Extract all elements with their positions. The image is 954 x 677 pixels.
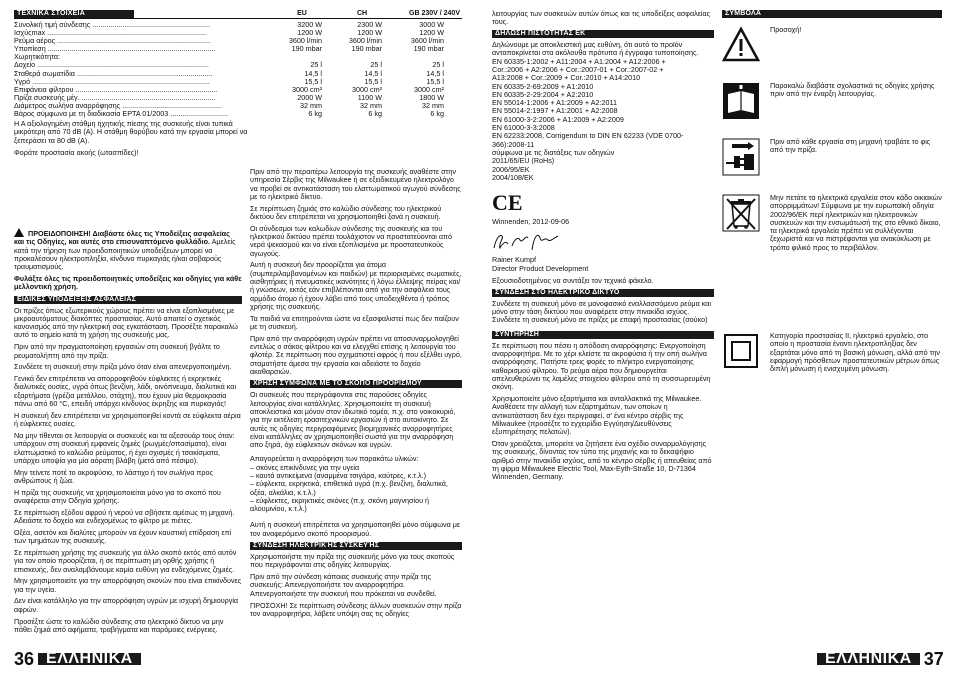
conn-paragraph: Πριν από την σύνδεση κάποιας συσκευής στην πρίζα της συσκευής: Απενεργοποιήστε τον αναρροφητήρα. Απενεργοποιήστε την συσκευή που πρόκειται να συνδεθεί. bbox=[250, 572, 437, 598]
safety-paragraph: Οξέα, ασετόν και διαλύτες μπορούν να έχουν καυστική επίδραση επί των τμημάτων της συσκευής. bbox=[14, 527, 232, 546]
col-ch: CH bbox=[356, 10, 368, 17]
unplug-icon bbox=[722, 138, 760, 176]
decl-header: ΔΗΛΩΣΗ ΠΙΣΤΟΤΗΤΑΣ ΕΚ bbox=[492, 30, 714, 38]
standard-item: EN 62233:2008, Corrigendum to DIN EN 62233 (VDE 0700-366):2008-11 bbox=[492, 131, 684, 149]
spec-row bbox=[14, 61, 462, 69]
symbol-text-weee: Μην πετάτε τα ηλεκτρικά εργαλεία στον κάδο οικιακών απορριμμάτων! Σύμφωνα με την ευρωπαϊκή οδηγία 2002/96/ΕΚ περί ηλεκτρικών και ηλεκτρονικών συσκευών και την ενσωμάτωσή της στο εθνικό δίκαιο, τα ηλεκτρικά εργαλεία πρέπει να συλλέγονται ξεχωριστά και να πιστρέφονται για ανακύκλωση με τρόπο φιλικό προς το περιβάλλον. bbox=[770, 193, 942, 252]
spec-row bbox=[14, 53, 462, 61]
spec-value-ch: 3600 l/min bbox=[348, 37, 382, 46]
spec-value-eu: 190 mbar bbox=[291, 45, 322, 54]
left-column-b bbox=[250, 168, 462, 622]
standard-item: 2011/65/EU (RoHs) bbox=[492, 156, 555, 166]
safety-paragraph: Σε περίπτωση ζημιάς στο καλώδιο σύνδεσης του ηλεκτρικού δικτύου δεν επιτρέπεται να χρησιμοποιηθεί ξανά η συσκευή. bbox=[250, 203, 442, 221]
warning-text: Αμελείς κατά την τήρηση των προειδοποιητικών υποδείξεων μπορεί να προκαλέσουν ηλεκτροπληξία, κίνδυνο πυρκαγιάς ή/και σοβαρούς τραυματισμούς. bbox=[14, 237, 236, 272]
safety-paragraph: Οι σύνδεσμοι των καλωδίων σύνδεσης της συσκευής και του ηλεκτρικού δικτύου πρέπει τουλάχιστον να προστατεύονται από νερά ψεκασμού και να είναι εξοπλισμένα με προστατευτικούς αγωγούς. bbox=[250, 223, 452, 258]
page-language-right: ΕΛΛΗΝΙΚΑ bbox=[817, 653, 920, 665]
decl-text: Δηλώνουμε με αποκλειστική μας ευθύνη, ότι αυτό το προϊόν ανταποκρίνεται στα ακόλουθα πρότυπα ή έγγραφα τυποποίησης. bbox=[492, 40, 699, 58]
spec-value-eu: 3000 cm² bbox=[292, 85, 322, 94]
noise-text: Η Α αξιολογημένη στάθμη ηχητικής πίεσης της συσκευής είναι τυπικά μικρότερη από 70 dB (A). Η στάθμη θορύβου κατά την εργασία μπορεί να ξεπεράσει τα 80 dB (A). bbox=[14, 119, 248, 145]
spec-value-ch: 6 kg bbox=[368, 110, 382, 119]
spec-label: Βάρος σύμφωνα με τη διαδικασία EPTA 01/2003 ............................. bbox=[14, 110, 229, 119]
left-footer bbox=[14, 647, 141, 671]
spec-value-ch bbox=[322, 53, 382, 61]
maint-list bbox=[492, 342, 714, 482]
spec-value-ch: 1200 W bbox=[357, 29, 382, 38]
safety-paragraph: Αυτή η συσκευή δεν προορίζεται για άτομα (συμπεριλαμβανομένων και παιδιών) με περιορισμένες σωματικές, αισθητήριες ή πνευματικές ικανότητες ή λόγω έλλειψης πείρας και/ή γνώσεων, εκτός εάν επιβλέπονται από για την ασφάλεια τους αρμόδιο άτομο ή έχουν λάβει από τους υποδειχθέντα ή τρόπος χρήσης της συσκευής. bbox=[250, 260, 462, 311]
caution-triangle-icon bbox=[722, 26, 760, 64]
spec-row bbox=[14, 110, 462, 118]
spec-value-gb: 15,5 l bbox=[426, 77, 444, 86]
safety-paragraph: Σε περίπτωση χρήσης της συσκευής για άλλο σκοπό εκτός από αυτόν για τον οποίο προορίζεται, ή σε περίπτωση μη ορθής χρήσης ή επισκευής, δεν αναλαμβάνουμε καμία ευθύνη για ενδεχόμενες ζημιές. bbox=[14, 548, 237, 574]
spec-label: Δοχείο ...................................................................................... bbox=[14, 61, 209, 70]
spec-value-eu: 3600 l/min bbox=[288, 37, 322, 46]
spec-row bbox=[14, 86, 462, 94]
symbol-row-class2 bbox=[722, 332, 942, 373]
standard-item: EN 61000-3-2:2006 + A1:2009 + A2:2009 bbox=[492, 114, 624, 124]
middle-list bbox=[250, 168, 462, 376]
safety-paragraph: Δεν είναι κατάλληλο για την απορρόφηση υγρών με ισχυρή δημιουργία αφρών. bbox=[14, 596, 239, 614]
safety-paragraph: Η πρίζα της συσκευής να χρησιμοποιείται μόνο για το σκοπό που αναφέρεται στην Οδηγία χρήσης. bbox=[14, 487, 221, 506]
standards-list bbox=[492, 58, 714, 182]
specs-header: ΤΕΧΝΙΚΑ ΣΤΟΙΧΕΙΑ bbox=[14, 10, 134, 18]
standard-item: Cor.:2006 + A2:2006 + Cor.:2007-01 + Cor.:2007-02 + bbox=[492, 64, 664, 74]
spec-label: Επιφάνεια φίλτρου ....................................................................... bbox=[14, 85, 218, 94]
col-eu: EU bbox=[297, 10, 307, 17]
conn-paragraph: Χρησιμοποιήστε την πρίζα της συσκευής μόνο για τους σκοπούς που περιγράφονται στις οδηγίες λειτουργίας. bbox=[250, 552, 455, 570]
safety-paragraph: Μην τείνετε ποτέ το ακροφύσιο, το λάστιχο ή τον σωλήνα προς ανθρώπους ή ζώα. bbox=[14, 467, 213, 485]
symbol-text-unplug: Πριν από κάθε εργασία στη μηχανή τραβάτε το φις από την πρίζα. bbox=[770, 137, 931, 155]
spec-value-eu bbox=[262, 53, 322, 61]
forbidden-item: – εύφλεκτα, εκρηκτικά, επιθετικά υγρά (π.χ. βενζίνη, διαλυτικά, οξέα, αλκάλια, κ.τ.λ.) bbox=[250, 479, 448, 497]
safety-paragraph: Πριν από την περαιτέρω λειτουργία της συσκευής αναθέστε στην υπηρεσία Σέρβις της Milwaukee ή σε εξειδικευμένο ηλεκτρολόγο να προβεί σε αντικατάσταση του ελαττωματικού αγωγού σύνδεσης με το ηλεκτρικό δίκτυο. bbox=[250, 167, 461, 201]
standard-item: EN 55014-2:1997 + A1:2001 + A2:2008 bbox=[492, 106, 618, 116]
standard-item: 2006/95/EK bbox=[492, 164, 530, 174]
spec-value-gb: 25 l bbox=[432, 61, 444, 70]
spec-label: Υποπίεση .................................................................................... bbox=[14, 45, 216, 54]
spec-value-eu: 25 l bbox=[310, 61, 322, 70]
symbol-text-class2: Κατηγορία προστασίας II, ηλεκτρικό εργαλείο, στο οποίο η προστασία έναντι ηλεκτροπληξίας δεν εξαρτάται μόνο από τη βασική μόνωση, αλλά από την εφαρμογή πρόσθετων προστατευτικών μέτρων όπως διπλή μόνωση ή ενισχυμένη μόνωση. bbox=[770, 331, 941, 374]
spec-value-ch: 14,5 l bbox=[364, 69, 382, 78]
warning-bold: ΠΡΟΕΙΔΟΠΟΙΗΣΗ! Διαβάστε όλες τις Υποδείξεις ασφαλείας και τις Οδηγίες, και αυτές στο επισυναπτόμενο φυλλάδιο. bbox=[14, 229, 230, 247]
spec-value-ch: 1100 W bbox=[357, 93, 382, 102]
symbol-row-manual bbox=[722, 82, 942, 128]
mains-header: ΣΥΝΔΕΣΗ ΣΤΟ ΗΛΕΚΤΡΙΚΟ ΔΙΚΤΥΟ bbox=[492, 289, 714, 297]
spec-value-gb: 32 mm bbox=[422, 101, 444, 110]
spec-label: Σταθερά σωματίδια .................................................................... bbox=[14, 69, 213, 78]
warning-icon bbox=[14, 228, 24, 237]
conn-list bbox=[250, 553, 462, 618]
spec-value-eu: 15,5 l bbox=[304, 77, 322, 86]
left-column-a bbox=[14, 222, 242, 638]
use-note: Αυτή η συσκευή επιτρέπεται να χρησιμοποιηθεί μόνο σύμφωνα με τον αναφερόμενο σκοπό προορισμού. bbox=[250, 520, 461, 538]
spec-value-gb: 3000 W bbox=[419, 21, 444, 29]
standard-item: EN 60335-2-29:2004 + A2:2010 bbox=[492, 89, 594, 99]
warning-keep: Φυλάξτε όλες τις προειδοποιητικές υποδείξεις και οδηγίες για κάθε μελλοντική χρήση. bbox=[14, 273, 242, 292]
standard-item: σύμφωνα με τις διατάξεις των οδηγιών bbox=[492, 147, 615, 157]
forbidden-list bbox=[250, 464, 462, 514]
spec-label: Πρίζα συσκευής μέγ. ................................................................... bbox=[14, 93, 216, 102]
maint-paragraph: Χρησιμοποιείτε μόνο εξαρτήματα και ανταλλακτικά της Milwaukee. Αναθέσετε την αλλαγή των εξαρτημάτων, των οποίων η αντικατάσταση δεν έχει περιγραφεί, σ' ένα κέντρο σέρβις της Milwaukee (προσέξτε το εγχειρίδιο Εγγύηση/Διευθύνσεις εξυπηρέτησης πελατών). bbox=[492, 394, 702, 437]
maint-paragraph: Όταν χρειάζεται, μπορείτε να ζητήσετε ένα σχέδιο συναρμολόγησης της συσκευής, δίνοντας τον τύπο της μηχανής και το δεκαψήφιο αριθμό στην πινακίδα ισχύος, από το κέντρο σέρβις ή απευθείας από τη φίρμα Milwaukee Electric Tool, Max-Eyth-Straße 10, D-71364 Winnenden, Germany. bbox=[492, 438, 712, 482]
spec-row bbox=[14, 29, 462, 37]
spec-value-gb: 1800 W bbox=[419, 93, 444, 102]
ce-mark: CE bbox=[492, 190, 523, 216]
signature-image bbox=[492, 230, 562, 254]
standard-item: EN 61000-3-3:2008 bbox=[492, 123, 555, 133]
read-manual-icon bbox=[722, 82, 760, 120]
spec-value-gb: 1200 W bbox=[419, 29, 444, 38]
spec-value-gb: 190 mbar bbox=[413, 45, 444, 54]
spec-value-gb: 6 kg bbox=[430, 110, 444, 119]
page-language-left: ΕΛΛΗΝΙΚΑ bbox=[38, 653, 141, 665]
symbol-text-caution: Προσοχή! bbox=[770, 25, 802, 34]
spec-label: Συνολική τιμή σύνδεσης ........................................................... bbox=[14, 21, 211, 29]
symbols-section bbox=[722, 10, 942, 383]
specs-header-row bbox=[14, 10, 462, 19]
spec-row bbox=[14, 102, 462, 110]
standard-item: A13:2008 + Cor.:2009 + Cor.:2010 + A14:2010 bbox=[492, 73, 641, 83]
spec-value-ch: 15,5 l bbox=[364, 77, 382, 86]
spec-label: Διάμετρος σωλήνα αναρρόφησης .................................................. bbox=[14, 101, 223, 110]
spec-value-eu: 14,5 l bbox=[304, 69, 322, 78]
spec-value-ch: 2300 W bbox=[357, 21, 382, 29]
authorized-text: Εξουσιοδοτημένος να συντάξει τον τεχνικό φάκελο. bbox=[492, 275, 654, 285]
use-text: Οι συσκευές που περιγράφονται στις παρούσες οδηγίες λειτουργίας είναι κατάλληλες. Χρησιμοποιείτε τη συσκευή αποκλειστικά και μόνον στον ιδιωτικό τομέα, π.χ. στο νοικοκυριό, για την εκτέλεση ερασιτεχνικών εργασιών ή στο αυτοκίνητο. Σε αυτές τις οδηγίες περιγραφόμενες βιομηχανικές αναρροφητήρες είναι κατάλληλες αν χρησιμοποιηθεί σωστά για την αναρρόφηση απο ξηρά, όχι εύφλεκτων σκόνων και υγρών. bbox=[250, 390, 456, 450]
spec-label: Υγρό ......................................................................................... bbox=[14, 77, 210, 86]
page-number-left: 36 bbox=[14, 648, 35, 669]
spec-value-ch: 32 mm bbox=[360, 101, 382, 110]
forbidden-item: – σκόνες επικίνδυνες για την υγεία bbox=[250, 462, 360, 472]
spec-value-gb: 14,5 l bbox=[426, 69, 444, 78]
standard-item: EN 60335-1:2002 + A11:2004 + A1:2004 + A12:2006 + bbox=[492, 56, 666, 66]
symbol-row-weee bbox=[722, 194, 942, 322]
page-number-right: 37 bbox=[923, 648, 944, 669]
safety-paragraph: Πριν από την αναρρόφηση υγρών πρέπει να αποσυναρμολογηθεί εντελώς ο σάκος φίλτρου και να ελεγχθεί επίσης η λειτουργία του φλοτέρ. Σε περίπτωση που σχηματιστεί αφρός ή που εξέλθει υγρό, σταματήστε άμεσα την εργασία και αδειάστε το δοχείο ακαθαρσιών. bbox=[250, 333, 462, 377]
spec-value-gb: 3000 cm² bbox=[414, 85, 444, 94]
conn-header: ΣΥΝΔΕΣΗ ΗΛΕΚΤΡΙΚΉΣ ΣΥΣΚΕΥΉΣ bbox=[250, 542, 462, 550]
safety-paragraph: Οι πρίζες όπως εξωτερικούς χώρους πρέπει να είναι εξοπλισμένες με μικροαυτόματους διακόπτες προστασίας. Αυτό απαιτεί ο σχετικός κανονισμός από την ηλεκτρική σας εγκατάσταση. Προσέξτε παρακαλώ αυτό το σημείο κατά τη χρήση της συσκευής μας. bbox=[14, 305, 238, 340]
spec-value-ch: 190 mbar bbox=[351, 45, 382, 54]
safety-list bbox=[14, 307, 242, 635]
spec-value-gb bbox=[382, 53, 444, 61]
conn-paragraph: ΠΡΟΣΟΧΗ! Σε περίπτωση σύνδεσης άλλων συσκευών στην πρίζα τον αναρροφητήρα, λάβετε υπόψη σας τις οδηγίες bbox=[250, 600, 462, 618]
ear-protection-text: Φοράτε προστασία ακοής (ωτασπίδες)! bbox=[14, 147, 139, 157]
spec-label: Ισχύςmax ................................................................................ bbox=[14, 29, 207, 38]
spec-value-gb: 3600 l/min bbox=[410, 37, 444, 46]
standard-item: 2004/108/EK bbox=[492, 172, 534, 182]
weee-bin-icon bbox=[722, 194, 760, 232]
spec-row bbox=[14, 70, 462, 78]
right-column-a bbox=[492, 10, 714, 485]
spec-value-eu: 32 mm bbox=[300, 101, 322, 110]
safety-paragraph: Πριν από την πραγματοποίηση εργασιών στη συσκευή βγάλτε το ρευματολήπτη από την πρίζα. bbox=[14, 342, 220, 360]
spec-value-eu: 3200 W bbox=[297, 21, 322, 29]
symbol-text-manual: Παρακαλώ διαβάστε σχολαστικά τις οδηγίες χρήσης πριν από την έναρξη λειτουργίας. bbox=[770, 81, 935, 99]
maint-paragraph: Σε περίπτωση που πέσει η απόδοση αναρρόφησης: Ενεργοποίηση αναρροφητήρα. Με το χέρι κλείστε τα ακροφύσια ή την οπή σωλήνα αναρρόφησης. Πατήστε τρεις φορές το πλήκτρο ενεργοποίησης καθαρισμού φίλτρου. Το ρεύμα αέρα που δημιουργείται απελευθερώνει τις λαμέλες στοιχείου φίλτρου από τη συσσωρευμένη σκόνη. bbox=[492, 340, 711, 392]
safety-paragraph: Σε περίπτωση εξόδου αφρού ή νερού να σβήσετε αμέσως τη μηχανή. Αδειάστε το δοχείο και ενδεχομένως το φίλτρο με πιέτες. bbox=[14, 507, 235, 526]
safety-paragraph: Να μην τίθενται σε λειτουργία οι συσκευές και τα αξεσουάρ τους όταν: υπάρχουν στη συσκευή εμφανείς ζημιές (ρωγμές/σπασίματα), είναι ελαττωματικό το καλώδιο ρεύματος, ή έχει σχισμές ή τσακίσματα, υπάρχει υποψία για μία αόρατη βλάβη (μετά από πέσιμο). bbox=[14, 430, 235, 465]
forbidden-intro: Απαγορεύεται η αναρρόφηση των παρακάτω υλικών: bbox=[250, 454, 419, 464]
mains-text: Συνδέετε τη συσκευή μόνο σε μονοφασικό εναλλασσόμενο ρεύμα και μόνο στην τάση δικτύου που αναφέρετε στην πινακίδα ισχύος. Συνδέετε τη συσκευή μόνο σε πρίζες με επαφή προστασίας (σούκο) bbox=[492, 298, 711, 325]
use-header: ΧΡΗΣΗ ΣΥΜΦΩΝΑ ΜΕ ΤΟ ΣΚΟΠΟ ΠΡΟΟΡΙΣΜΟΥ bbox=[250, 380, 462, 388]
specs-section bbox=[14, 10, 462, 160]
maint-header: ΣΥΝΤΗΡΗΣΗ bbox=[492, 331, 714, 339]
spec-row bbox=[14, 21, 462, 29]
col-gb: GB 230V / 240V bbox=[409, 10, 460, 17]
safety-paragraph: Τα παιδιά να επιτηρούνται ώστε να εξασφαλιστεί πως δεν παίζουν με τη συσκευή. bbox=[250, 313, 459, 332]
safety-paragraph: Η συσκευή δεν επιτρέπεται να χρησιμοποιηθεί κοντά σε εύφλεκτα αέρια ή εύφλεκτες ουσίες. bbox=[14, 410, 241, 429]
spec-row bbox=[14, 94, 462, 102]
specs-table bbox=[14, 21, 462, 118]
standard-item: EN 55014-1:2006 + A1:2009 + A2:2011 bbox=[492, 98, 617, 108]
symbols-header: ΣΥΜΒΟΛΑ bbox=[722, 10, 942, 18]
spec-value-eu: 2000 W bbox=[297, 93, 322, 102]
spec-value-ch: 3000 cm² bbox=[352, 85, 382, 94]
spec-value-eu: 6 kg bbox=[308, 110, 322, 119]
safety-header: ΕΙΔΙΚΕΣ ΥΠΟΔΕΙΞΕΙΣ ΑΣΦΑΛΕΙΑΣ bbox=[14, 296, 242, 304]
safety-paragraph: Γενικά δεν επιτρέπεται να απορροφηθούν εύφλεκτες ή εκρηκτικές διαλυτικές ουσίες, υγρά όπως βενζίνη, λάδι, οινόπνευμα, διαλυτικά και εξαρτήματα (γρέζια μετάλλου, στάχτη), που έχουν μία θερμοκρασία πάνω από 60 °C, επειδή υπάρχει κίνδυνος έκρηξης και πυρκαγιάς! bbox=[14, 374, 237, 409]
safety-paragraph: Μην χρησιμοποιείτε για την απορρόφηση σκονών που είναι επικίνδυνες για την υγεία. bbox=[14, 576, 242, 594]
safety-paragraph: Συνδέετε τη συσκευή στην πρίζα μόνο όταν είναι απενεργοποιημένη. bbox=[14, 362, 232, 372]
spec-row bbox=[14, 37, 462, 45]
symbol-row-unplug bbox=[722, 138, 942, 184]
spec-label: Χωρητικότητα: bbox=[14, 53, 61, 62]
standard-item: EN 60335-2-69:2009 + A1:2010 bbox=[492, 81, 594, 91]
signer-name: Rainer Kumpf bbox=[492, 255, 536, 265]
forbidden-item: – εύφλεκτες, εκρηκτικές σκόνες (π.χ. σκόνη μαγνησίου ή αλουμινίου, κ.τ.λ.) bbox=[250, 495, 429, 514]
spec-value-eu: 1200 W bbox=[297, 29, 322, 38]
spec-value-ch: 25 l bbox=[370, 61, 382, 70]
forbidden-item: – καυτά αντικείμενα (αναμμένα τσιγάρα, καύτρες, κ.τ.λ.) bbox=[250, 471, 427, 480]
spec-row bbox=[14, 45, 462, 53]
signer-title: Director Product Development bbox=[492, 263, 589, 273]
protection-class-ii-icon bbox=[722, 332, 760, 370]
safety-paragraph: Προσέξτε ώστε το καλώδιο σύνδεσης στο ηλεκτρικό δίκτυο να μην πάθει ζημιά από αφήματα, τραβήγματα και παρόμοιες ενέργειες. bbox=[14, 616, 224, 634]
symbol-row-caution bbox=[722, 26, 942, 72]
intro-text: λειτουργίας των συσκευών αυτών όπως και τις υποδείξεις ασφαλείας τους. bbox=[492, 9, 711, 27]
spec-label: Ρεύμα αέρος ............................................................................. bbox=[14, 37, 211, 46]
place-date: Winnenden, 2012-09-06 bbox=[492, 217, 570, 227]
spec-row bbox=[14, 78, 462, 86]
right-footer bbox=[817, 647, 944, 671]
